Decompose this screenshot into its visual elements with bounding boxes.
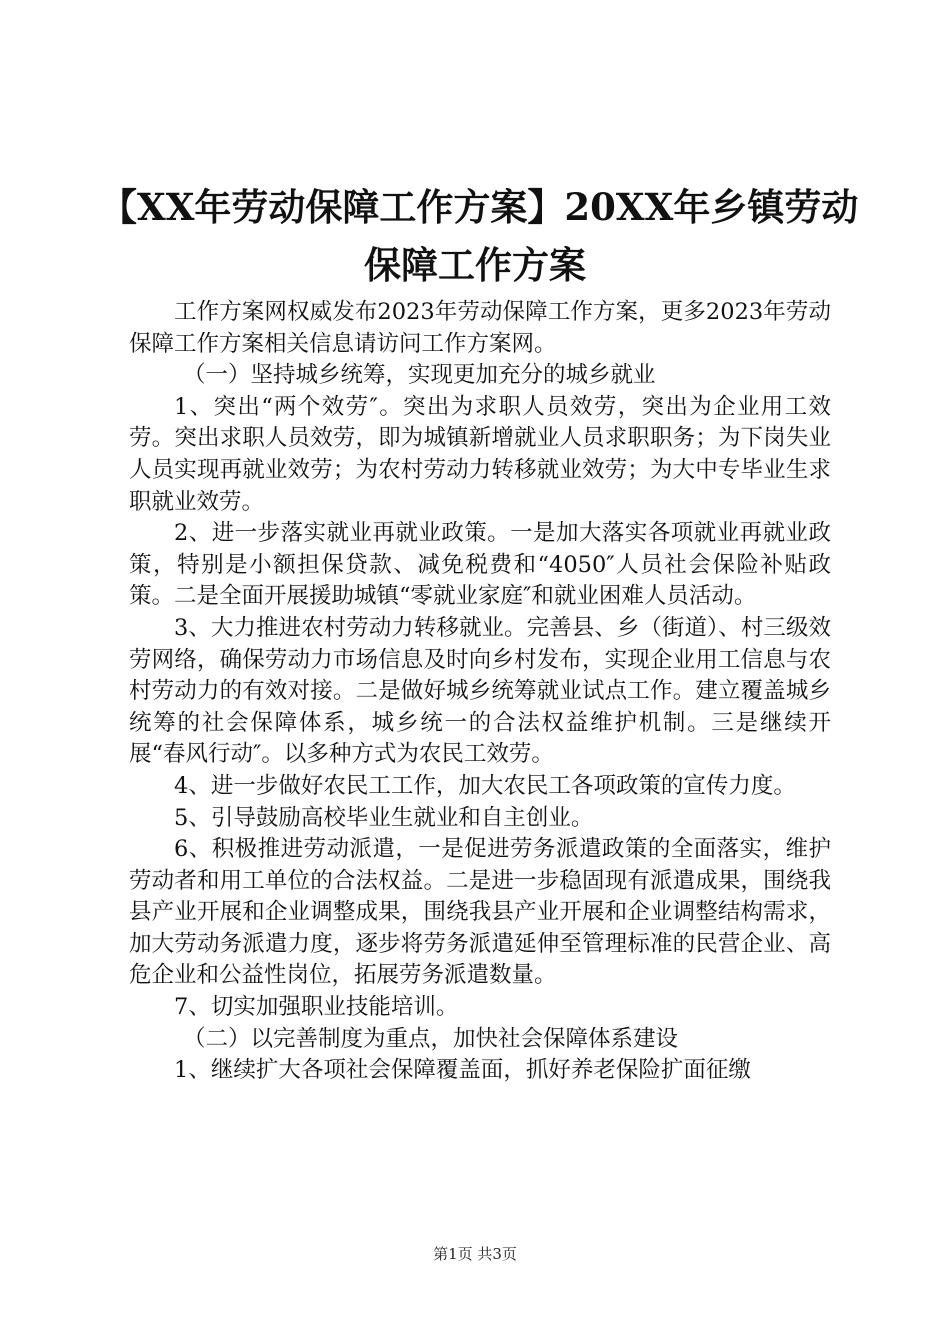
page-number-footer: 第1页 共3页 xyxy=(433,1245,517,1263)
title-line-2: 保障工作方案 xyxy=(364,243,586,287)
title-line-1: 【XX年劳动保障工作方案】20XX年乡镇劳动 xyxy=(100,185,859,229)
body-paragraph: 3、大力推进农村劳动力转移就业。完善县、乡（街道）、村三级效劳网络，确保劳动力市场信息及时向乡村发布，实现企业用工信息与农村劳动力的有效对接。二是做好城乡统筹就业试点工作。建立覆盖城乡统筹的社会保障体系，城乡统一的合法权益维护机制。三是继续开展“春风行动″。以多种方式为农民工效劳。 xyxy=(129,614,831,768)
body-paragraph: 5、引导鼓励高校毕业生就业和自主创业。 xyxy=(174,804,594,831)
document-title xyxy=(100,178,859,294)
body-paragraph: 1、继续扩大各项社会保障覆盖面，抓好养老保险扩面征缴 xyxy=(174,1057,751,1084)
section-heading-1: （一）坚持城乡统筹，实现更加充分的城乡就业 xyxy=(183,362,656,389)
intro-paragraph: 工作方案网权威发布2023年劳动保障工作方案，更多2023年劳动保障工作方案相关信息请访问工作方案网。 xyxy=(129,299,831,357)
body-paragraph: 7、切实加强职业技能培训。 xyxy=(174,994,459,1021)
document-body xyxy=(129,297,831,1087)
body-paragraph: 6、积极推进劳动派遣，一是促进劳务派遣政策的全面落实，维护劳动者和用工单位的合法权益。二是进一步稳固现有派遣成果，围绕我县产业开展和企业调整成果，围绕我县产业开展和企业调整结构需求，加大劳动务派遣力度，逐步将劳务派遣延伸至管理标准的民营企业、高危企业和公益性岗位，拓展劳务派遣数量。 xyxy=(129,836,831,989)
body-paragraph: 1、突出“两个效劳″。突出为求职人员效劳，突出为企业用工效劳。突出求职人员效劳，即为城镇新增就业人员求职职务；为下岗失业人员实现再就业效劳；为农村劳动力转移就业效劳；为大中专毕业生求职就业效劳。 xyxy=(129,393,831,515)
section-heading-2: （二）以完善制度为重点，加快社会保障体系建设 xyxy=(183,1025,679,1052)
body-paragraph: 2、进一步落实就业再就业政策。一是加大落实各项就业再就业政策，特别是小额担保贷款、减免税费和“4050″人员社会保险补贴政策。二是全面开展援助城镇“零就业家庭″和就业困难人员活动。 xyxy=(129,520,831,610)
body-paragraph: 4、进一步做好农民工工作，加大农民工各项政策的宣传力度。 xyxy=(174,772,796,799)
